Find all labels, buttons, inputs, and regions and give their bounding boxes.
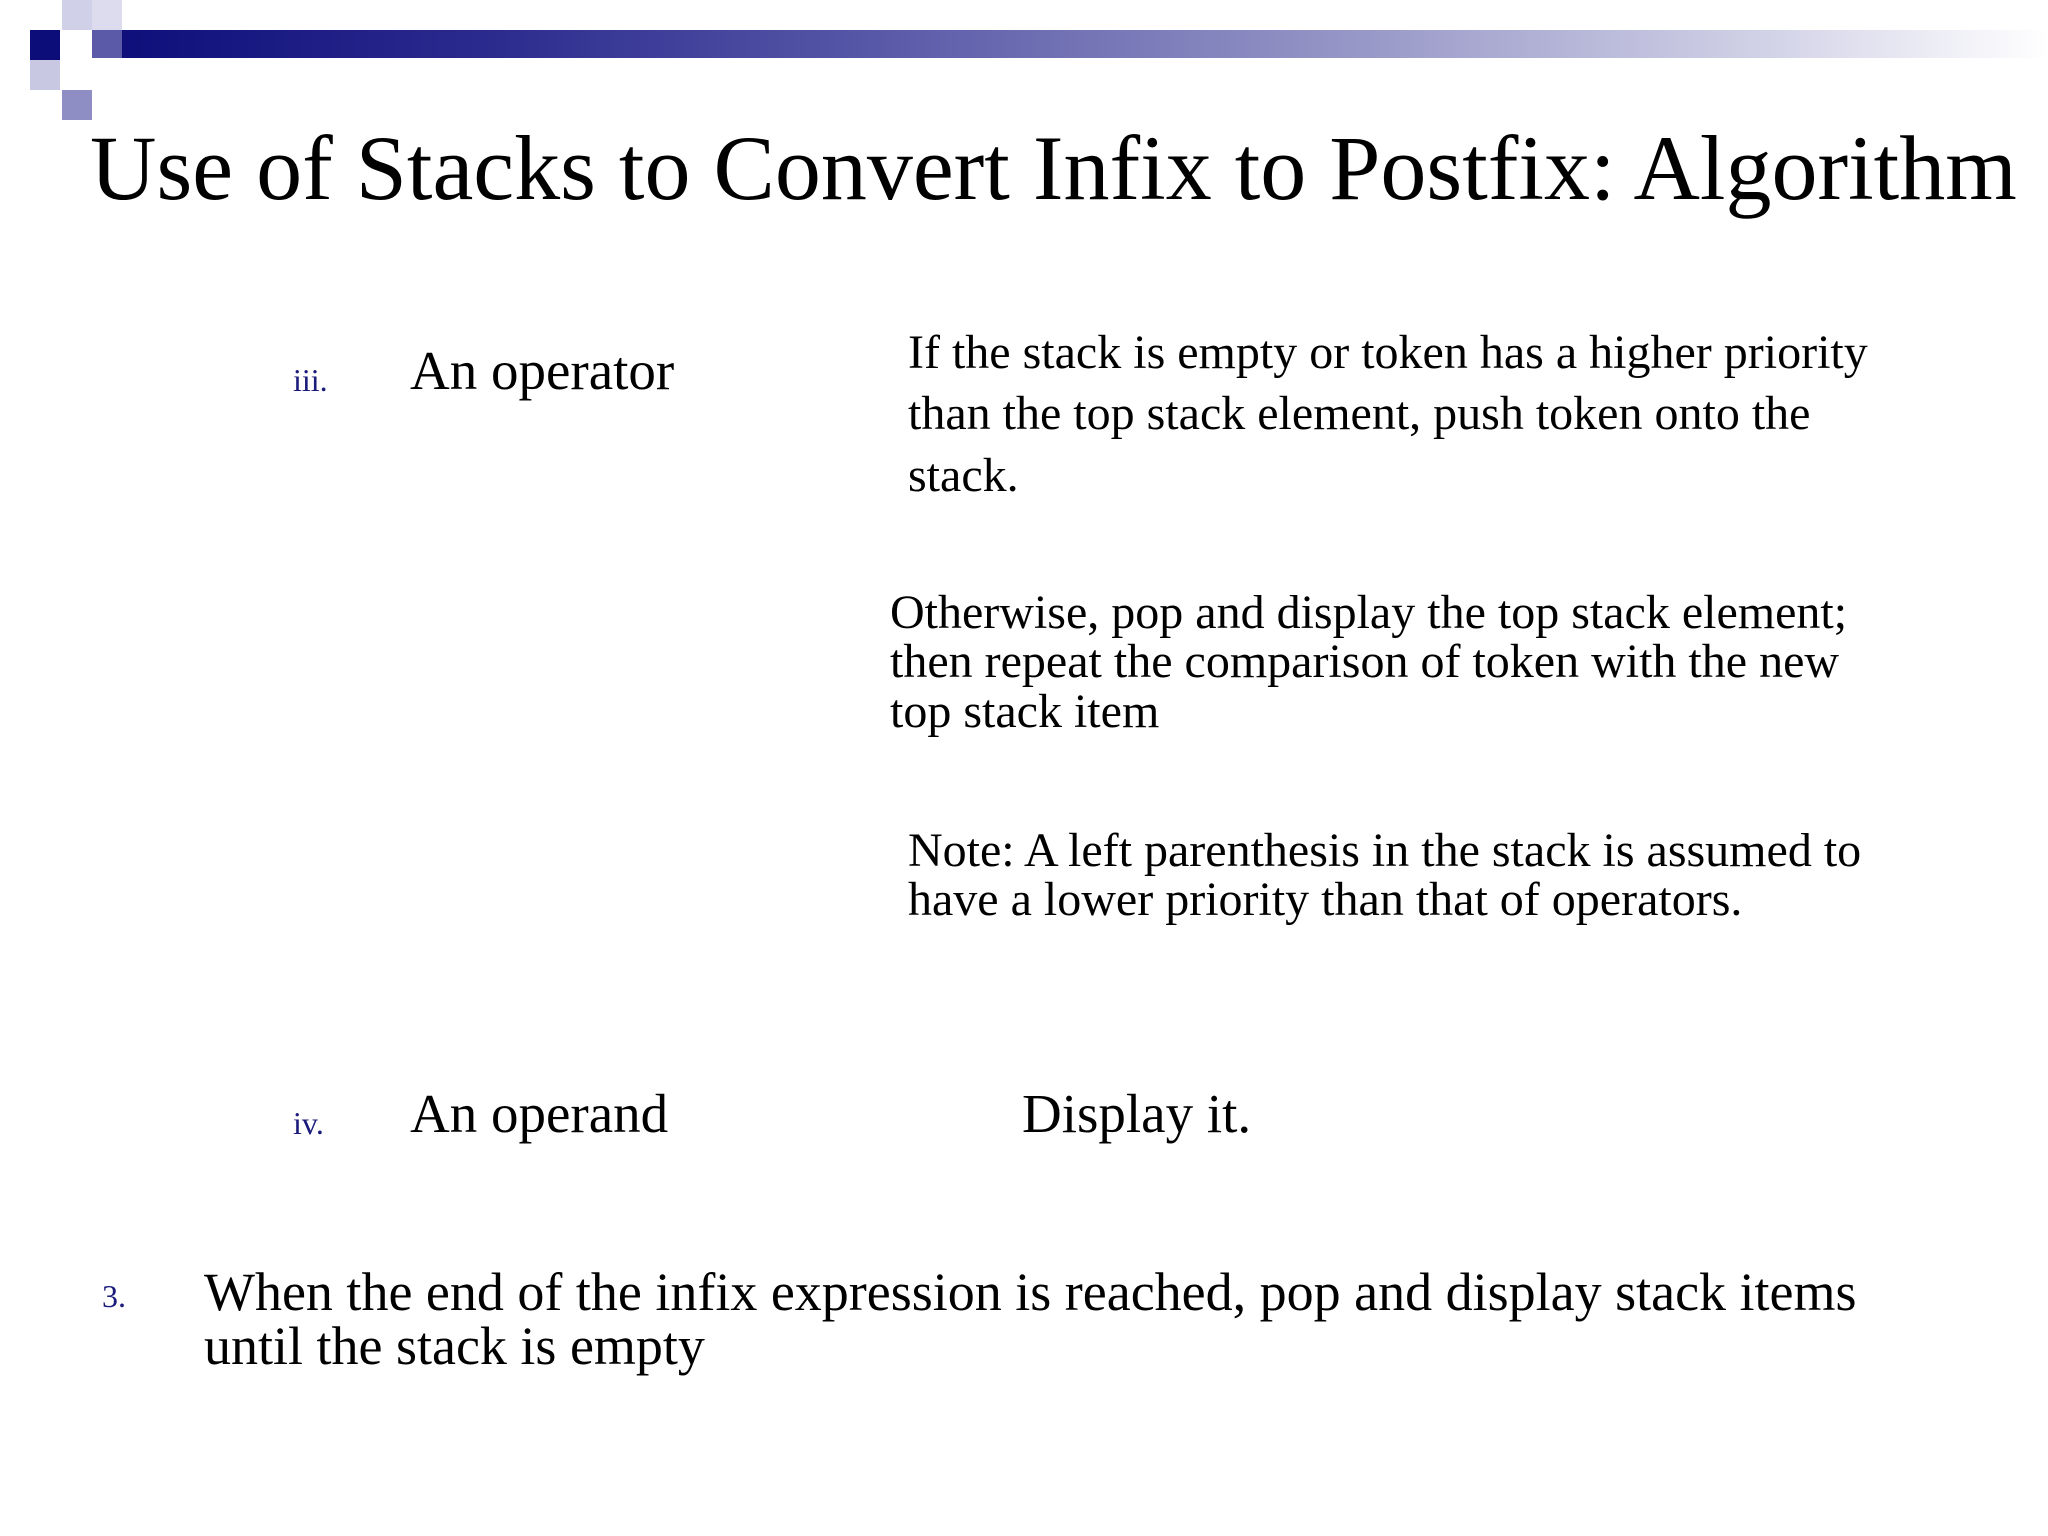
operand-action: Display it. bbox=[1022, 1083, 1252, 1144]
step3-line: When the end of the infix expression is reached, pop and display stack items bbox=[204, 1262, 1857, 1322]
header-square-light-1 bbox=[30, 60, 60, 90]
operator-marker: iii. bbox=[293, 362, 328, 398]
header-square-dark bbox=[30, 30, 60, 60]
operator-note bbox=[908, 826, 1861, 925]
header-gradient-bar bbox=[92, 30, 2048, 58]
operator-rule bbox=[908, 322, 1868, 506]
operator-note-line: Note: A left parenthesis in the stack is assumed to bbox=[908, 824, 1862, 877]
header-square-light-3 bbox=[92, 0, 122, 30]
step3-line: until the stack is empty bbox=[204, 1316, 705, 1376]
operator-otherwise-line: Otherwise, pop and display the top stack element; bbox=[890, 586, 1848, 639]
header-square-medium bbox=[62, 90, 92, 120]
operator-label: An operator bbox=[410, 340, 675, 401]
operator-otherwise bbox=[890, 588, 1847, 736]
operator-otherwise-line: then repeat the comparison of token with the new bbox=[890, 635, 1840, 689]
step3-text bbox=[204, 1262, 1857, 1376]
step3-marker: 3. bbox=[102, 1278, 126, 1314]
operand-marker: iv. bbox=[293, 1105, 324, 1141]
operator-rule-line: If the stack is empty or token has a higher priority bbox=[908, 326, 1868, 379]
operator-rule-line: than the top stack element, push token onto the bbox=[908, 387, 1811, 441]
operand-label: An operand bbox=[410, 1083, 669, 1144]
operator-rule-line: stack. bbox=[908, 448, 1019, 502]
operator-otherwise-line: top stack item bbox=[890, 684, 1160, 738]
slide-title: Use of Stacks to Convert Infix to Postfix: Algorithm bbox=[90, 117, 2017, 219]
operator-note-line: have a lower priority than that of operators. bbox=[908, 873, 1743, 927]
header-square-light-2 bbox=[62, 0, 92, 30]
header-square-mid bbox=[92, 30, 122, 58]
